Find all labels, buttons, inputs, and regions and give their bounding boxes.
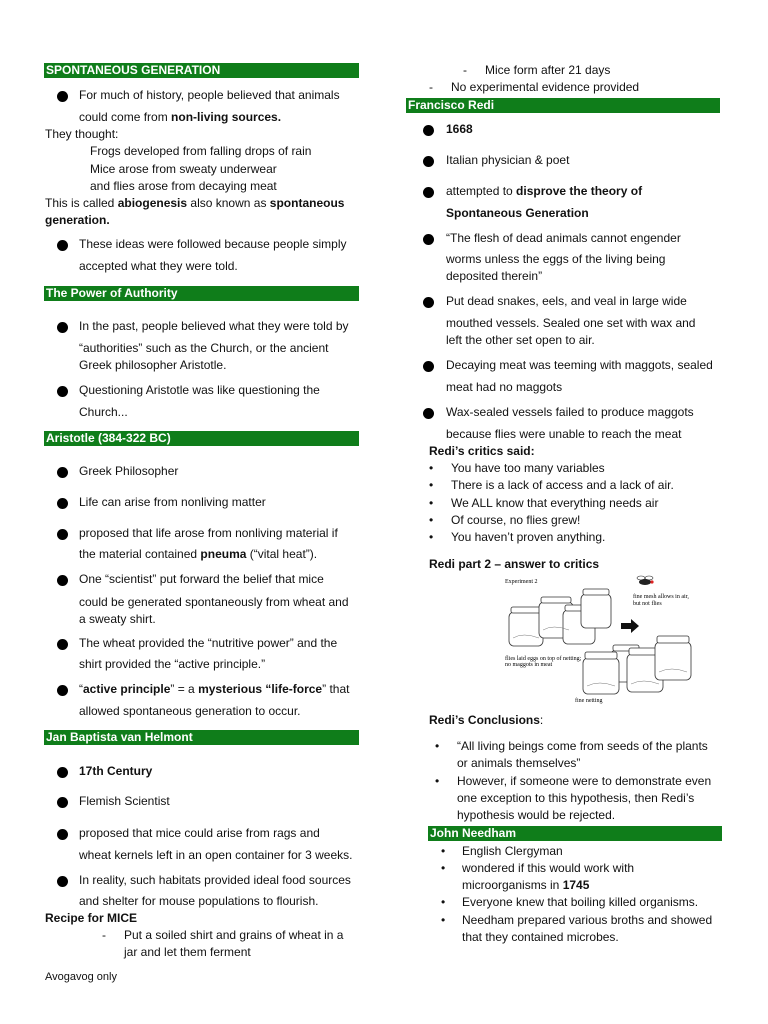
needham-line: wondered if this would work with	[462, 861, 635, 875]
dash-marker: -	[102, 928, 106, 942]
figure-label: no maggots in meat	[505, 662, 553, 668]
conclusion-line: or animals themselves”	[457, 756, 581, 770]
needham-line: Everyone knew that boiling killed organisms.	[462, 895, 699, 909]
paragraph-line: Church...	[79, 405, 128, 419]
bullet-marker: •	[441, 844, 446, 858]
paragraph-line: wheat kernels left in an open container for 3 weeks.	[79, 848, 353, 862]
paragraph-line: “The flesh of dead animals cannot engender	[446, 231, 681, 245]
conclusion-line: hypothesis would be rejected.	[457, 808, 616, 822]
bullet-icon	[57, 797, 68, 808]
paragraph-line: the material contained pneuma (“vital heat”).	[79, 547, 318, 561]
bullet-icon	[423, 187, 434, 198]
figure-label: fine netting	[575, 698, 603, 704]
critic-item: Of course, no flies grew!	[451, 513, 581, 527]
belief-line: Frogs developed from falling drops of rain	[90, 144, 312, 158]
critic-item: You have too many variables	[451, 461, 605, 475]
bullet-icon	[57, 386, 68, 397]
paragraph-line: meat had no maggots	[446, 380, 563, 394]
section-header-helmont: Jan Baptista van Helmont	[44, 730, 359, 745]
bullet-icon	[57, 529, 68, 540]
figure-label: but not flies	[633, 601, 662, 607]
bullet-icon	[423, 125, 434, 136]
conclusions-heading: Redi’s Conclusions:	[429, 713, 544, 727]
paragraph-line: Flemish Scientist	[79, 794, 170, 808]
critics-title: Redi’s critics said:	[429, 444, 535, 458]
paragraph-line: Greek Philosopher	[79, 464, 179, 478]
bullet-icon	[57, 639, 68, 650]
bullet-icon	[423, 156, 434, 167]
page-footer: Avogavog only	[45, 971, 117, 983]
they-thought-label: They thought:	[45, 127, 119, 141]
bullet-marker: •	[429, 461, 434, 475]
bullet-icon	[57, 467, 68, 478]
paragraph-line: could come from non-living sources.	[79, 110, 282, 124]
critic-item: We ALL know that everything needs air	[451, 496, 659, 510]
paragraph-line: Put a soiled shirt and grains of wheat in a	[124, 928, 344, 942]
figure-label: fine mesh allows in air,	[633, 594, 689, 600]
paragraph-line: a sweaty shirt.	[79, 612, 156, 626]
bullet-marker: •	[441, 861, 446, 875]
paragraph-line: One “scientist” put forward the belief that mice	[79, 572, 324, 586]
paragraph-line: “authorities” such as the Church, or the ancient	[79, 341, 329, 355]
figure-label: flies laid eggs on top of netting;	[505, 656, 582, 662]
paragraph-line: 1668	[446, 122, 473, 136]
paragraph-line: left the other set open to air.	[446, 333, 595, 347]
paragraph-line: These ideas were followed because people simply	[79, 237, 347, 251]
paragraph-line: Life can arise from nonliving matter	[79, 495, 266, 509]
bullet-marker: •	[441, 913, 446, 927]
bullet-marker: •	[435, 774, 440, 788]
section-header-spontaneous: SPONTANEOUS GENERATION	[44, 63, 359, 78]
paragraph-line: proposed that mice could arise from rags and	[79, 826, 320, 840]
paragraph-line: jar and let them ferment	[124, 945, 251, 959]
paragraph-line: 17th Century	[79, 764, 153, 778]
bullet-icon	[57, 575, 68, 586]
paragraph-line: In the past, people believed what they were told by	[79, 319, 349, 333]
paragraph-line: mouthed vessels. Sealed one set with wax and	[446, 316, 696, 330]
critic-item: You haven’t proven anything.	[451, 530, 606, 544]
belief-line: Mice arose from sweaty underwear	[90, 162, 277, 176]
paragraph-line: could be generated spontaneously from wheat and	[79, 595, 349, 609]
paragraph-line: Wax-sealed vessels failed to produce maggots	[446, 405, 694, 419]
paragraph-line: In reality, such habitats provided ideal food sources	[79, 873, 351, 887]
bullet-icon	[57, 876, 68, 887]
paragraph-line: For much of history, people believed that animals	[79, 88, 340, 102]
belief-line: and flies arose from decaying meat	[90, 179, 277, 193]
bullet-marker: •	[429, 513, 434, 527]
fly-icon	[637, 576, 654, 585]
bullet-icon	[57, 685, 68, 696]
paragraph-line: No experimental evidence provided	[451, 80, 640, 94]
bullet-icon	[57, 767, 68, 778]
section-header-aristotle: Aristotle (384-322 BC)	[44, 431, 359, 446]
bullet-icon	[57, 91, 68, 102]
paragraph-line: Spontaneous Generation	[446, 206, 589, 220]
bullet-icon	[57, 322, 68, 333]
paragraph-line: deposited therein”	[446, 269, 543, 283]
paragraph-line: Italian physician & poet	[446, 153, 570, 167]
paragraph-line: Greek philosopher Aristotle.	[79, 358, 227, 372]
needham-line: microorganisms in 1745	[462, 878, 590, 892]
figure-label: Experiment 2	[505, 579, 538, 585]
conclusion-line: one exception to this hypothesis, then Redi’s	[457, 791, 695, 805]
conclusion-line: “All living beings come from seeds of the plants	[457, 739, 708, 753]
bullet-icon	[57, 498, 68, 509]
bullet-marker: •	[429, 478, 434, 492]
bullet-marker: •	[435, 739, 440, 753]
abiogenesis-line: This is called abiogenesis also known as spontaneous	[45, 196, 345, 210]
part2-title: Redi part 2 – answer to critics	[429, 557, 600, 571]
bullet-icon	[423, 234, 434, 245]
bullet-marker: •	[429, 530, 434, 544]
paragraph-line: The wheat provided the “nutritive power” and the	[79, 636, 338, 650]
bullet-icon	[423, 361, 434, 372]
paragraph-line: allowed spontaneous generation to occur.	[79, 704, 301, 718]
abiogenesis-line: generation.	[45, 213, 110, 227]
paragraph-line: Put dead snakes, eels, and veal in large wide	[446, 294, 687, 308]
paragraph-line: Questioning Aristotle was like questioning the	[79, 383, 320, 397]
paragraph-line: and shelter for mouse populations to flourish.	[79, 894, 319, 908]
dash-marker: -	[463, 63, 467, 77]
bullet-icon	[423, 297, 434, 308]
paragraph-line: proposed that life arose from nonliving material if	[79, 526, 338, 540]
bullet-icon	[423, 408, 434, 419]
conclusion-line: However, if someone were to demonstrate even	[457, 774, 712, 788]
section-header-redi: Francisco Redi	[406, 98, 720, 113]
paragraph-line: “active principle” = a mysterious “life-force” that	[79, 682, 350, 696]
critic-item: There is a lack of access and a lack of air.	[451, 478, 674, 492]
needham-line: that they contained microbes.	[462, 930, 619, 944]
dash-marker: -	[429, 80, 433, 94]
paragraph-line: Mice form after 21 days	[485, 63, 611, 77]
bullet-icon	[57, 829, 68, 840]
paragraph-line: shirt provided the “active principle.”	[79, 657, 266, 671]
paragraph-line: worms unless the eggs of the living being	[446, 252, 666, 266]
experiment-illustration	[497, 574, 703, 706]
bullet-icon	[57, 240, 68, 251]
paragraph-line: attempted to disprove the theory of	[446, 184, 643, 198]
section-header-needham: John Needham	[428, 826, 722, 841]
needham-line: English Clergyman	[462, 844, 563, 858]
needham-line: Needham prepared various broths and showed	[462, 913, 713, 927]
bullet-marker: •	[441, 895, 446, 909]
paragraph-line: because flies were unable to reach the meat	[446, 427, 682, 441]
paragraph-line: Decaying meat was teeming with maggots, sealed	[446, 358, 713, 372]
paragraph-line: accepted what they were told.	[79, 259, 238, 273]
section-header-authority: The Power of Authority	[44, 286, 359, 301]
bullet-marker: •	[429, 496, 434, 510]
recipe-title: Recipe for MICE	[45, 911, 138, 925]
